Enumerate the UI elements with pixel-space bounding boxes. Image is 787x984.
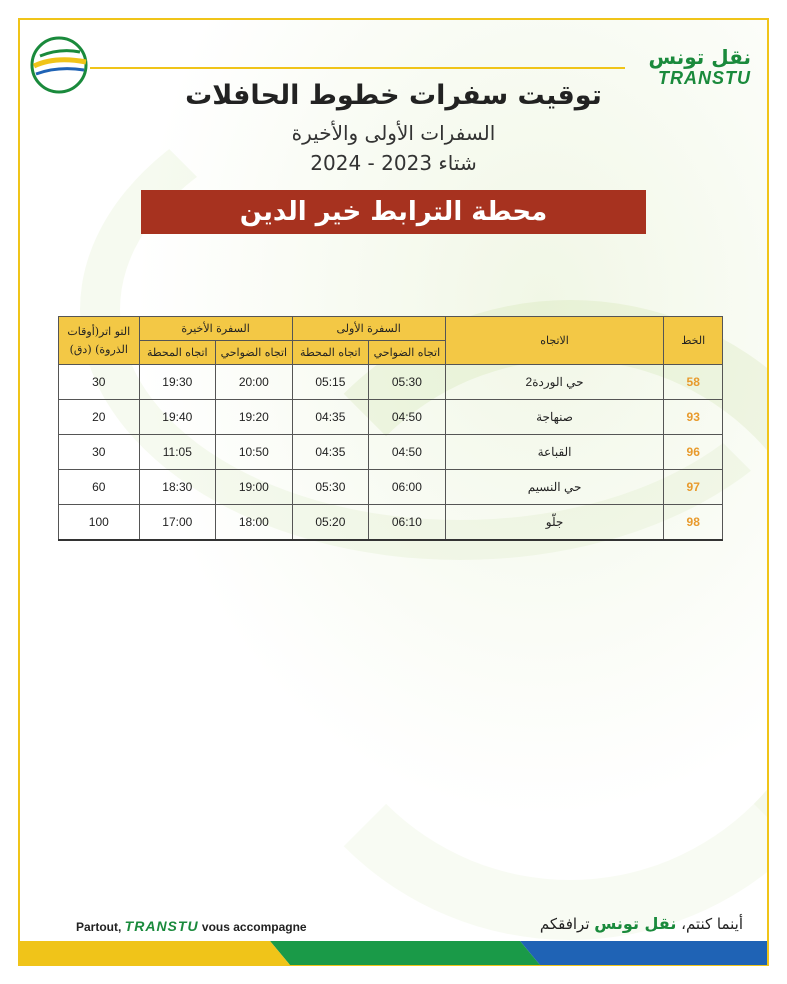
table-row	[59, 365, 723, 400]
header-frequency: التو اتر(أوقات الذروة) (دق)	[59, 317, 140, 365]
first-station-time: 05:20	[292, 505, 368, 541]
header-last-suburbs: اتجاه الضواحي	[216, 341, 293, 365]
header-last-trip: السفرة الأخيرة	[139, 317, 292, 341]
first-suburbs-time: 05:30	[369, 365, 446, 400]
first-suburbs-time: 04:50	[369, 435, 446, 470]
line-number: 93	[664, 400, 723, 435]
last-station-time: 11:05	[139, 435, 215, 470]
footer-fr-before: Partout,	[76, 920, 125, 934]
line-number: 96	[664, 435, 723, 470]
last-suburbs-time: 10:50	[216, 435, 293, 470]
header-first-suburbs: اتجاه الضواحي	[369, 341, 446, 365]
band-yellow	[20, 941, 270, 965]
first-station-time: 04:35	[292, 435, 368, 470]
last-suburbs-time: 20:00	[216, 365, 293, 400]
first-suburbs-time: 06:00	[369, 470, 446, 505]
frequency-value: 100	[59, 505, 140, 541]
header-first-trip: السفرة الأولى	[292, 317, 445, 341]
footer-slogan-arabic	[540, 914, 743, 933]
header-line: الخط	[664, 317, 723, 365]
footer-fr-brand: TRANSTU	[124, 918, 199, 934]
header-first-station: اتجاه المحطة	[292, 341, 368, 365]
footer-slogan-french	[76, 918, 307, 934]
header-direction: الاتجاه	[445, 317, 664, 365]
last-station-time: 18:30	[139, 470, 215, 505]
page-subtitle: السفرات الأولى والأخيرة	[291, 121, 496, 145]
table-row	[59, 470, 723, 505]
frequency-value: 30	[59, 435, 140, 470]
line-number: 58	[664, 365, 723, 400]
last-station-time: 19:40	[139, 400, 215, 435]
schedule-table	[58, 316, 723, 541]
band-blue	[520, 941, 767, 965]
direction-name: حي النسيم	[445, 470, 664, 505]
brand-arabic: نقل تونس	[648, 45, 751, 69]
line-number: 98	[664, 505, 723, 541]
band-green	[270, 941, 520, 965]
last-suburbs-time: 18:00	[216, 505, 293, 541]
footer-fr-after: vous accompagne	[198, 920, 307, 934]
direction-name: حي الوردة2	[445, 365, 664, 400]
frequency-value: 30	[59, 365, 140, 400]
season-label: شتاء 2023 - 2024	[310, 151, 477, 175]
frequency-value: 20	[59, 400, 140, 435]
line-number: 97	[664, 470, 723, 505]
direction-name: جلّو	[445, 505, 664, 541]
footer-ar-brand: نقل تونس	[594, 914, 677, 933]
last-station-time: 19:30	[139, 365, 215, 400]
table-row	[59, 505, 723, 541]
footer-ar-after: ترافقكم	[539, 915, 595, 933]
first-suburbs-time: 06:10	[369, 505, 446, 541]
header-last-station: اتجاه المحطة	[139, 341, 215, 365]
direction-name: القباعة	[445, 435, 664, 470]
footer-ar-before: أينما كنتم،	[676, 915, 743, 933]
first-station-time: 05:30	[292, 470, 368, 505]
first-station-time: 04:35	[292, 400, 368, 435]
brand-latin: TRANSTU	[658, 68, 751, 88]
last-suburbs-time: 19:20	[216, 400, 293, 435]
frequency-value: 60	[59, 470, 140, 505]
last-station-time: 17:00	[139, 505, 215, 541]
last-suburbs-time: 19:00	[216, 470, 293, 505]
page-title: توقيت سفرات خطوط الحافلات	[185, 80, 602, 111]
table-row	[59, 400, 723, 435]
first-suburbs-time: 04:50	[369, 400, 446, 435]
table-row	[59, 435, 723, 470]
footer-color-band	[20, 941, 767, 965]
header-rule	[90, 67, 625, 69]
first-station-time: 05:15	[292, 365, 368, 400]
direction-name: صنهاجة	[445, 400, 664, 435]
station-banner: محطة الترابط خير الدين	[141, 190, 646, 234]
